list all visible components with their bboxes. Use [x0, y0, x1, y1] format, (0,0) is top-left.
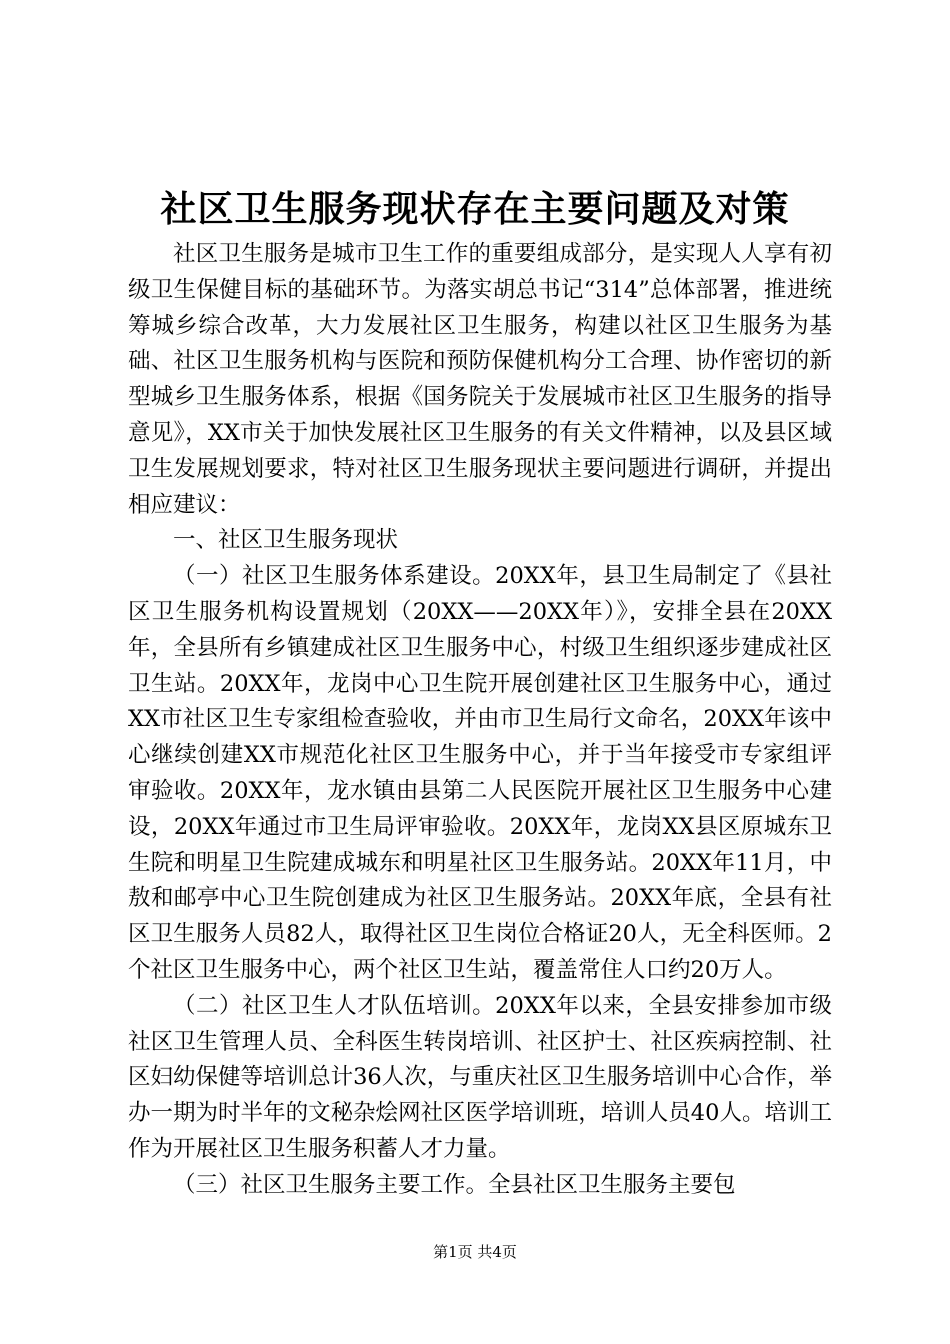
page-footer: 第1页 共4页 — [433, 1243, 517, 1261]
paragraph-main-work: （三）社区卫生服务主要工作。全县社区卫生服务主要包 — [173, 1171, 736, 1198]
document-title: 社区卫生服务现状存在主要问题及对策 — [160, 188, 790, 230]
paragraph-intro: 社区卫生服务是城市卫生工作的重要组成部分，是实现人人享有初级卫生保健目标的基础环节。为落实胡总书记“314”总体部署，推进统筹城乡综合改革，大力发展社区卫生服务，构建以社区卫生服务为基础、社区卫生服务机构与医院和预防保健机构分工合理、协作密切的新型城乡卫生服务体系，根据《国务院关于发展城市社区卫生服务的指导意见》，XX市关于加快发展社区卫生服务的有关文件精神，以及县区域卫生发展规划要求，特对社区卫生服务现状主要问题进行调研，并提出相应建议： — [128, 241, 832, 518]
paragraph-talent-training: （二）社区卫生人才队伍培训。20XX年以来，全县安排参加市级社区卫生管理人员、全科医生转岗培训、社区护士、社区疾病控制、社区妇幼保健等培训总计36人次，与重庆社区卫生服务培训中心合作，举办一期为时半年的文秘杂烩网社区医学培训班，培训人员40人。培训工作为开展社区卫生服务积蓄人才力量。 — [128, 992, 832, 1162]
paragraph-system-construction: （一）社区卫生服务体系建设。20XX年，县卫生局制定了《县社区卫生服务机构设置规划（20XX——20XX年）》，安排全县在20XX年，全县所有乡镇建成社区卫生服务中心，村级卫生组织逐步建成社区卫生站。20XX年，龙岗中心卫生院开展创建社区卫生服务中心，通过XX市社区卫生专家组检查验收，并由市卫生局行文命名，20XX年该中心继续创建XX市规范化社区卫生服务中心，并于当年接受市专家组评审验收。20XX年，龙水镇由县第二人民医院开展社区卫生服务中心建设，20XX年通过市卫生局评审验收。20XX年，龙岗XX县区原城东卫生院和明星卫生院建成城东和明星社区卫生服务站。20XX年11月，中敖和邮亭中心卫生院创建成为社区卫生服务站。20XX年底，全县有社区卫生服务人员82人，取得社区卫生岗位合格证20人，无全科医师。2个社区卫生服务中心，两个社区卫生站，覆盖常住人口约20万人。 — [128, 563, 832, 983]
section-heading: 一、社区卫生服务现状 — [173, 527, 399, 554]
document-body — [128, 237, 832, 1204]
